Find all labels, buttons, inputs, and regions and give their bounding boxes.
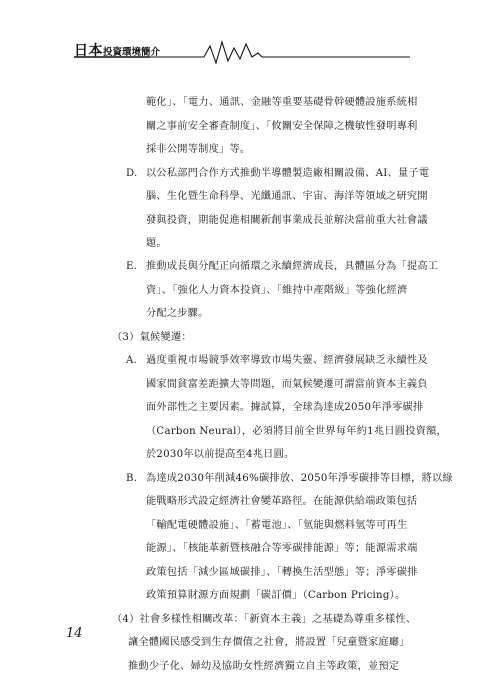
text-line: 政策包括「減少區域碳排」、「轉換生活型態」等；淨零碳排 — [146, 567, 418, 578]
section-heading: （3）氣候變遷： — [112, 332, 192, 343]
text-line: 腦、生化暨生命科學、光纖通訊、宇宙、海洋等領域之研究開 — [146, 191, 428, 202]
text-line: 能戰略形式設定經濟社會變革路徑。在能源供給端政策包括 — [146, 496, 418, 507]
header-title-main: 日本 — [74, 43, 103, 59]
text-line: 為達成2030年削減46%碳排放、2050年淨零碳排等目標，將以綠 — [146, 473, 453, 484]
text-line: 能源」、「核能革新暨核融合等零碳排能源」等；能源需求端 — [146, 543, 418, 554]
text-line: 發與投資，期能促進相關新創事業成長並解決當前重大社會議 — [146, 215, 428, 226]
text-line: 關之事前安全審查制度」、「攸關安全保障之機敏性發明專利 — [146, 121, 418, 132]
text-line: 推動少子化、婦幼及協助女性經濟獨立自主等政策，並預定 — [128, 661, 400, 672]
text-line: 政策預算財源方面規劃「碳訂價」（Carbon Pricing）。 — [146, 590, 406, 601]
text-line: 採非公開等制度」等。 — [146, 144, 251, 155]
header-title-sub: 投資環境簡介 — [103, 47, 161, 58]
text-line: 分配之步驟。 — [146, 308, 209, 319]
item-marker: D. — [126, 168, 138, 179]
text-line: 資」、「強化人力資本投資」、「維持中產階級」等強化經濟 — [146, 285, 408, 296]
text-line: （Carbon Neural），必須將目前全世界每年約1兆日圓投資額， — [146, 426, 447, 437]
item-marker: E. — [126, 261, 138, 272]
item-marker: A. — [126, 355, 138, 366]
text-line: 以公私部門合作方式推動半導體製造廠相關設備、AI、量子電 — [146, 168, 430, 179]
text-line: 面外部性之主要因素。據試算，全球為達成2050年淨零碳排 — [146, 402, 424, 413]
text-line: 「輸配電硬體設施」、「蓄電池」、「氫能與燃料氫等可再生 — [146, 520, 408, 531]
text-line: 範化」、「電力、通訊、金融等重要基礎骨幹硬體設施系統相 — [146, 97, 418, 108]
page-number: 14 — [66, 626, 83, 641]
text-line: 過度重視市場競爭效率導致市場失靈、經濟發展缺乏永續性及 — [146, 355, 428, 366]
text-line: 讓全體國民感受到生存價值之社會，將設置「兒童暨家庭廳」 — [128, 637, 410, 648]
text-line: 於2030年以前提高至4兆日圓。 — [146, 449, 295, 460]
text-line: 推動成長與分配正向循環之永續經濟成長，具體區分為「提高工 — [146, 261, 439, 272]
text-line: 題。 — [146, 238, 167, 249]
item-marker: B. — [126, 473, 138, 484]
section-heading: （4）社會多樣性相關改革：「新資本主義」之基礎為尊重多樣性、 — [112, 614, 417, 625]
text-line: 國家間貧富差距擴大等問題，而氣候變遷可謂當前資本主義負 — [146, 379, 428, 390]
